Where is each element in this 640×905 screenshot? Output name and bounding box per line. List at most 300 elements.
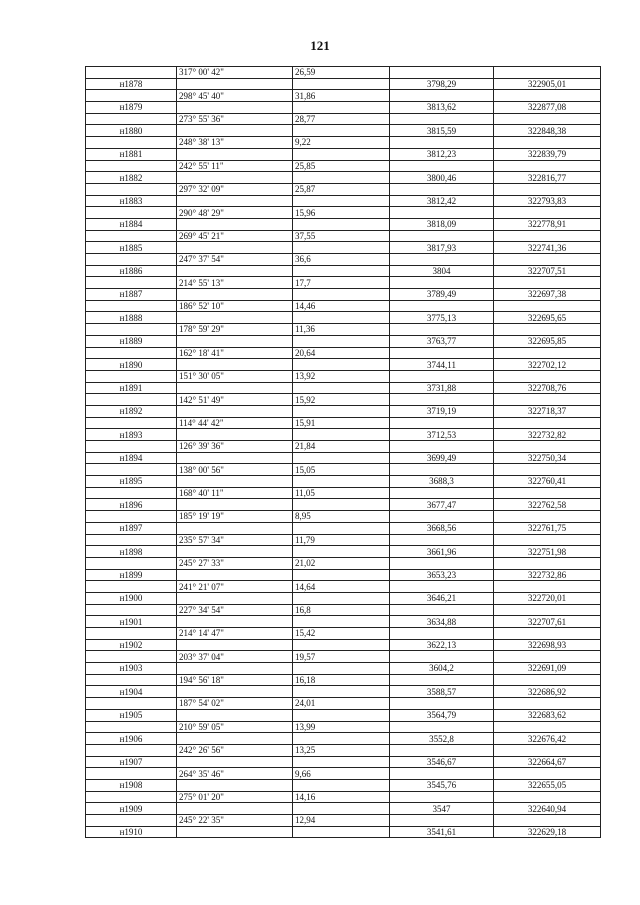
point-name: н1907 — [86, 756, 177, 768]
point-row — [86, 546, 601, 558]
point-cell-empty — [86, 67, 177, 79]
x-coordinate: 3588,57 — [390, 686, 494, 698]
point-cell-empty — [86, 768, 177, 780]
segment-length: 31,86 — [293, 90, 390, 102]
x-coordinate: 3677,47 — [390, 499, 494, 511]
y-cell-empty — [494, 604, 601, 616]
segment-row — [86, 768, 601, 780]
segment-length: 14,46 — [293, 300, 390, 312]
point-row — [86, 195, 601, 207]
angle-cell-empty — [177, 733, 293, 745]
x-cell-empty — [390, 534, 494, 546]
point-cell-empty — [86, 277, 177, 289]
segment-row — [86, 581, 601, 593]
point-cell-empty — [86, 137, 177, 149]
point-name: н1887 — [86, 289, 177, 301]
segment-length: 15,42 — [293, 628, 390, 640]
direction-angle: 242° 26' 56" — [177, 744, 293, 756]
segment-row — [86, 815, 601, 827]
angle-cell-empty — [177, 218, 293, 230]
x-coordinate: 3712,53 — [390, 429, 494, 441]
y-coordinate: 322698,93 — [494, 639, 601, 651]
segment-row — [86, 183, 601, 195]
segment-row — [86, 674, 601, 686]
segment-length: 15,92 — [293, 394, 390, 406]
length-cell-empty — [293, 686, 390, 698]
segment-row — [86, 300, 601, 312]
segment-row — [86, 113, 601, 125]
x-cell-empty — [390, 183, 494, 195]
x-coordinate: 3653,23 — [390, 569, 494, 581]
y-cell-empty — [494, 557, 601, 569]
point-name: н1878 — [86, 78, 177, 90]
y-coordinate: 322691,09 — [494, 663, 601, 675]
point-name: н1910 — [86, 826, 177, 838]
direction-angle: 245° 22' 35" — [177, 815, 293, 827]
y-cell-empty — [494, 791, 601, 803]
x-coordinate: 3634,88 — [390, 616, 494, 628]
segment-length: 9,66 — [293, 768, 390, 780]
x-coordinate: 3622,13 — [390, 639, 494, 651]
direction-angle: 151° 30' 05" — [177, 370, 293, 382]
x-coordinate: 3789,49 — [390, 289, 494, 301]
x-coordinate: 3564,79 — [390, 709, 494, 721]
direction-angle: 203° 37' 04" — [177, 651, 293, 663]
angle-cell-empty — [177, 686, 293, 698]
direction-angle: 214° 55' 13" — [177, 277, 293, 289]
length-cell-empty — [293, 102, 390, 114]
point-cell-empty — [86, 698, 177, 710]
length-cell-empty — [293, 78, 390, 90]
point-row — [86, 148, 601, 160]
length-cell-empty — [293, 429, 390, 441]
x-coordinate: 3775,13 — [390, 312, 494, 324]
point-row — [86, 452, 601, 464]
x-cell-empty — [390, 347, 494, 359]
direction-angle: 275° 01' 20" — [177, 791, 293, 803]
x-coordinate: 3668,56 — [390, 522, 494, 534]
y-coordinate: 322718,37 — [494, 405, 601, 417]
y-cell-empty — [494, 183, 601, 195]
point-name: н1880 — [86, 125, 177, 137]
point-row — [86, 218, 601, 230]
y-cell-empty — [494, 487, 601, 499]
x-cell-empty — [390, 160, 494, 172]
length-cell-empty — [293, 522, 390, 534]
point-row — [86, 616, 601, 628]
segment-length: 21,02 — [293, 557, 390, 569]
point-cell-empty — [86, 324, 177, 336]
point-row — [86, 172, 601, 184]
x-cell-empty — [390, 277, 494, 289]
point-cell-empty — [86, 744, 177, 756]
point-row — [86, 312, 601, 324]
length-cell-empty — [293, 592, 390, 604]
segment-length: 15,05 — [293, 464, 390, 476]
length-cell-empty — [293, 405, 390, 417]
angle-cell-empty — [177, 639, 293, 651]
x-coordinate: 3763,77 — [390, 335, 494, 347]
y-cell-empty — [494, 581, 601, 593]
y-cell-empty — [494, 90, 601, 102]
y-coordinate: 322720,01 — [494, 592, 601, 604]
segment-row — [86, 207, 601, 219]
direction-angle: 138° 00' 56" — [177, 464, 293, 476]
segment-length: 9,22 — [293, 137, 390, 149]
segment-length: 26,59 — [293, 67, 390, 79]
length-cell-empty — [293, 733, 390, 745]
point-row — [86, 265, 601, 277]
length-cell-empty — [293, 148, 390, 160]
x-coordinate: 3546,67 — [390, 756, 494, 768]
y-coordinate: 322629,18 — [494, 826, 601, 838]
y-cell-empty — [494, 394, 601, 406]
angle-cell-empty — [177, 499, 293, 511]
point-name: н1893 — [86, 429, 177, 441]
segment-length: 24,01 — [293, 698, 390, 710]
segment-row — [86, 417, 601, 429]
angle-cell-empty — [177, 803, 293, 815]
y-coordinate: 322750,34 — [494, 452, 601, 464]
x-coordinate: 3812,23 — [390, 148, 494, 160]
angle-cell-empty — [177, 102, 293, 114]
point-cell-empty — [86, 791, 177, 803]
angle-cell-empty — [177, 616, 293, 628]
y-cell-empty — [494, 534, 601, 546]
y-cell-empty — [494, 230, 601, 242]
length-cell-empty — [293, 663, 390, 675]
point-row — [86, 242, 601, 254]
point-name: н1895 — [86, 476, 177, 488]
point-name: н1903 — [86, 663, 177, 675]
point-cell-empty — [86, 300, 177, 312]
y-cell-empty — [494, 347, 601, 359]
y-coordinate: 322708,76 — [494, 382, 601, 394]
direction-angle: 297° 32' 09" — [177, 183, 293, 195]
point-cell-empty — [86, 651, 177, 663]
segment-row — [86, 277, 601, 289]
segment-length: 11,05 — [293, 487, 390, 499]
x-coordinate: 3604,2 — [390, 663, 494, 675]
segment-length: 13,99 — [293, 721, 390, 733]
point-name: н1909 — [86, 803, 177, 815]
segment-row — [86, 90, 601, 102]
angle-cell-empty — [177, 172, 293, 184]
length-cell-empty — [293, 382, 390, 394]
direction-angle: 298° 45' 40" — [177, 90, 293, 102]
direction-angle: 162° 18' 41" — [177, 347, 293, 359]
point-name: н1892 — [86, 405, 177, 417]
segment-length: 13,92 — [293, 370, 390, 382]
angle-cell-empty — [177, 779, 293, 791]
y-coordinate: 322732,86 — [494, 569, 601, 581]
segment-row — [86, 604, 601, 616]
point-row — [86, 639, 601, 651]
segment-row — [86, 230, 601, 242]
x-coordinate: 3552,8 — [390, 733, 494, 745]
y-cell-empty — [494, 417, 601, 429]
x-cell-empty — [390, 230, 494, 242]
y-cell-empty — [494, 744, 601, 756]
point-name: н1894 — [86, 452, 177, 464]
point-name: н1898 — [86, 546, 177, 558]
segment-row — [86, 137, 601, 149]
direction-angle: 241° 21' 07" — [177, 581, 293, 593]
point-cell-empty — [86, 674, 177, 686]
point-cell-empty — [86, 534, 177, 546]
x-coordinate: 3688,3 — [390, 476, 494, 488]
segment-row — [86, 67, 601, 79]
y-coordinate: 322707,61 — [494, 616, 601, 628]
segment-length: 11,79 — [293, 534, 390, 546]
point-name: н1899 — [86, 569, 177, 581]
length-cell-empty — [293, 452, 390, 464]
segment-row — [86, 721, 601, 733]
x-cell-empty — [390, 768, 494, 780]
direction-angle: 227° 34' 54" — [177, 604, 293, 616]
x-coordinate: 3744,11 — [390, 359, 494, 371]
point-row — [86, 499, 601, 511]
point-row — [86, 663, 601, 675]
x-coordinate: 3547 — [390, 803, 494, 815]
point-row — [86, 569, 601, 581]
segment-length: 11,36 — [293, 324, 390, 336]
length-cell-empty — [293, 242, 390, 254]
segment-length: 14,64 — [293, 581, 390, 593]
point-cell-empty — [86, 511, 177, 523]
angle-cell-empty — [177, 452, 293, 464]
point-name: н1879 — [86, 102, 177, 114]
y-cell-empty — [494, 300, 601, 312]
length-cell-empty — [293, 312, 390, 324]
direction-angle: 142° 51' 49" — [177, 394, 293, 406]
direction-angle: 114° 44' 42" — [177, 417, 293, 429]
segment-length: 25,87 — [293, 183, 390, 195]
point-row — [86, 733, 601, 745]
angle-cell-empty — [177, 148, 293, 160]
point-row — [86, 803, 601, 815]
point-name: н1905 — [86, 709, 177, 721]
angle-cell-empty — [177, 78, 293, 90]
point-name: н1883 — [86, 195, 177, 207]
x-coordinate: 3798,29 — [390, 78, 494, 90]
y-cell-empty — [494, 441, 601, 453]
point-name: н1890 — [86, 359, 177, 371]
segment-length: 15,96 — [293, 207, 390, 219]
y-coordinate: 322761,75 — [494, 522, 601, 534]
angle-cell-empty — [177, 569, 293, 581]
point-name: н1882 — [86, 172, 177, 184]
point-row — [86, 382, 601, 394]
direction-angle: 242° 55' 11" — [177, 160, 293, 172]
x-coordinate: 3731,88 — [390, 382, 494, 394]
y-cell-empty — [494, 160, 601, 172]
segment-length: 21,84 — [293, 441, 390, 453]
x-coordinate: 3817,93 — [390, 242, 494, 254]
point-name: н1906 — [86, 733, 177, 745]
y-cell-empty — [494, 254, 601, 266]
segment-length: 15,91 — [293, 417, 390, 429]
angle-cell-empty — [177, 592, 293, 604]
coordinate-table — [85, 66, 601, 838]
x-cell-empty — [390, 604, 494, 616]
point-cell-empty — [86, 581, 177, 593]
y-coordinate: 322760,41 — [494, 476, 601, 488]
x-coordinate: 3800,46 — [390, 172, 494, 184]
angle-cell-empty — [177, 709, 293, 721]
point-cell-empty — [86, 254, 177, 266]
y-coordinate: 322702,12 — [494, 359, 601, 371]
length-cell-empty — [293, 359, 390, 371]
point-row — [86, 592, 601, 604]
length-cell-empty — [293, 803, 390, 815]
y-coordinate: 322664,67 — [494, 756, 601, 768]
segment-row — [86, 394, 601, 406]
direction-angle: 247° 37' 54" — [177, 254, 293, 266]
x-cell-empty — [390, 67, 494, 79]
point-name: н1908 — [86, 779, 177, 791]
point-row — [86, 78, 601, 90]
x-cell-empty — [390, 674, 494, 686]
y-coordinate: 322793,83 — [494, 195, 601, 207]
y-coordinate: 322695,65 — [494, 312, 601, 324]
direction-angle: 248° 38' 13" — [177, 137, 293, 149]
length-cell-empty — [293, 289, 390, 301]
segment-row — [86, 370, 601, 382]
segment-length: 12,94 — [293, 815, 390, 827]
y-coordinate: 322848,38 — [494, 125, 601, 137]
y-coordinate: 322676,42 — [494, 733, 601, 745]
length-cell-empty — [293, 779, 390, 791]
segment-length: 14,16 — [293, 791, 390, 803]
point-row — [86, 335, 601, 347]
point-name: н1886 — [86, 265, 177, 277]
point-cell-empty — [86, 721, 177, 733]
point-name: н1900 — [86, 592, 177, 604]
y-cell-empty — [494, 628, 601, 640]
segment-length: 16,18 — [293, 674, 390, 686]
segment-row — [86, 464, 601, 476]
direction-angle: 187° 54' 02" — [177, 698, 293, 710]
direction-angle: 186° 52' 10" — [177, 300, 293, 312]
angle-cell-empty — [177, 312, 293, 324]
point-row — [86, 125, 601, 137]
y-cell-empty — [494, 207, 601, 219]
angle-cell-empty — [177, 335, 293, 347]
x-cell-empty — [390, 441, 494, 453]
direction-angle: 235° 57' 34" — [177, 534, 293, 546]
angle-cell-empty — [177, 265, 293, 277]
x-cell-empty — [390, 370, 494, 382]
segment-row — [86, 511, 601, 523]
y-coordinate: 322877,08 — [494, 102, 601, 114]
segment-length: 28,77 — [293, 113, 390, 125]
point-name: н1902 — [86, 639, 177, 651]
x-cell-empty — [390, 207, 494, 219]
length-cell-empty — [293, 546, 390, 558]
y-coordinate: 322640,94 — [494, 803, 601, 815]
point-row — [86, 779, 601, 791]
x-cell-empty — [390, 581, 494, 593]
point-row — [86, 476, 601, 488]
x-cell-empty — [390, 651, 494, 663]
point-name: н1896 — [86, 499, 177, 511]
segment-length: 25,85 — [293, 160, 390, 172]
y-coordinate: 322762,58 — [494, 499, 601, 511]
direction-angle: 317° 00' 42" — [177, 67, 293, 79]
point-cell-empty — [86, 90, 177, 102]
segment-row — [86, 628, 601, 640]
point-name: н1901 — [86, 616, 177, 628]
length-cell-empty — [293, 335, 390, 347]
angle-cell-empty — [177, 405, 293, 417]
point-cell-empty — [86, 604, 177, 616]
segment-row — [86, 324, 601, 336]
y-coordinate: 322697,38 — [494, 289, 601, 301]
segment-row — [86, 160, 601, 172]
angle-cell-empty — [177, 359, 293, 371]
x-coordinate: 3699,49 — [390, 452, 494, 464]
y-cell-empty — [494, 815, 601, 827]
segment-length: 13,25 — [293, 744, 390, 756]
point-row — [86, 709, 601, 721]
length-cell-empty — [293, 265, 390, 277]
point-cell-empty — [86, 207, 177, 219]
y-coordinate: 322751,98 — [494, 546, 601, 558]
direction-angle: 178° 59' 29" — [177, 324, 293, 336]
x-cell-empty — [390, 254, 494, 266]
x-cell-empty — [390, 394, 494, 406]
point-row — [86, 522, 601, 534]
segment-length: 37,55 — [293, 230, 390, 242]
x-cell-empty — [390, 137, 494, 149]
y-coordinate: 322741,36 — [494, 242, 601, 254]
length-cell-empty — [293, 172, 390, 184]
angle-cell-empty — [177, 826, 293, 838]
x-cell-empty — [390, 791, 494, 803]
angle-cell-empty — [177, 663, 293, 675]
point-cell-empty — [86, 347, 177, 359]
point-cell-empty — [86, 113, 177, 125]
segment-length: 19,57 — [293, 651, 390, 663]
length-cell-empty — [293, 499, 390, 511]
x-cell-empty — [390, 721, 494, 733]
x-coordinate: 3815,59 — [390, 125, 494, 137]
segment-row — [86, 651, 601, 663]
point-cell-empty — [86, 230, 177, 242]
y-cell-empty — [494, 370, 601, 382]
y-cell-empty — [494, 464, 601, 476]
point-row — [86, 429, 601, 441]
point-name: н1897 — [86, 522, 177, 534]
y-coordinate: 322686,92 — [494, 686, 601, 698]
angle-cell-empty — [177, 522, 293, 534]
length-cell-empty — [293, 569, 390, 581]
y-coordinate: 322816,77 — [494, 172, 601, 184]
x-cell-empty — [390, 511, 494, 523]
angle-cell-empty — [177, 289, 293, 301]
y-coordinate: 322683,62 — [494, 709, 601, 721]
point-cell-empty — [86, 183, 177, 195]
y-cell-empty — [494, 113, 601, 125]
y-cell-empty — [494, 324, 601, 336]
y-cell-empty — [494, 651, 601, 663]
point-cell-empty — [86, 628, 177, 640]
y-cell-empty — [494, 698, 601, 710]
x-coordinate: 3541,61 — [390, 826, 494, 838]
x-cell-empty — [390, 113, 494, 125]
segment-length: 17,7 — [293, 277, 390, 289]
